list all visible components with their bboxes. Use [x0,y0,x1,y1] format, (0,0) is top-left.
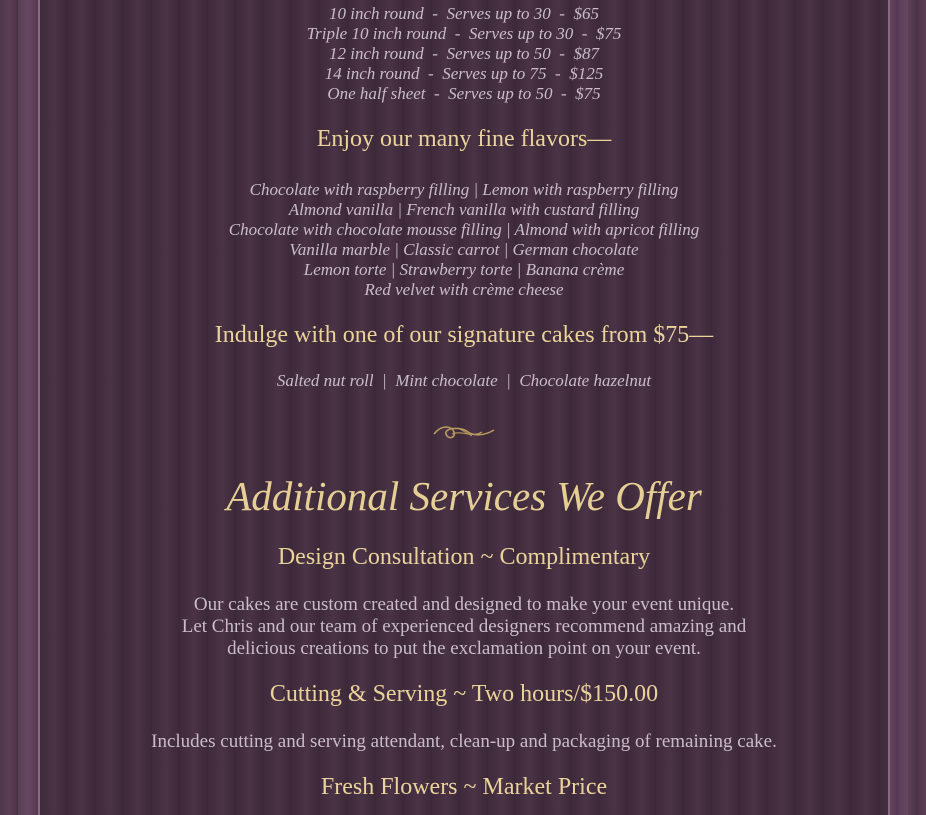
flavor-item: Lemon torte | Strawberry torte | Banana crème [303,260,625,279]
cake-size-list [40,4,888,104]
text-line: Let Chris and our team of experienced designers recommend amazing and [181,616,747,637]
size-item: 12 inch round - Serves up to 50 - $87 [329,44,599,63]
design-consultation-text [40,594,888,660]
flavor-item: Red velvet with crème cheese [364,280,564,299]
flourish-icon [432,418,496,446]
fresh-flowers-heading: Fresh Flowers ~ Market Price [320,774,608,800]
size-item: Triple 10 inch round - Serves up to 30 - $75 [306,24,622,43]
services-title: Additional Services We Offer [226,473,702,519]
flavor-item: Vanilla marble | Classic carrot | German chocolate [289,240,639,259]
flavor-item: Chocolate with raspberry filling | Lemon with raspberry filling [249,180,679,199]
flavor-list [40,180,888,300]
text-line: Our cakes are custom created and designed to make your event unique. [193,594,735,615]
signature-heading: Indulge with one of our signature cakes from $75— [214,322,714,348]
flavor-item: Chocolate with chocolate mousse filling | Almond with apricot filling [228,220,700,239]
size-item: One half sheet - Serves up to 50 - $75 [327,84,601,103]
cutting-serving-heading: Cutting & Serving ~ Two hours/$150.00 [269,681,659,707]
signature-cake-list: Salted nut roll | Mint chocolate | Chocolate hazelnut [276,371,652,390]
design-consultation-heading: Design Consultation ~ Complimentary [277,544,651,570]
flavor-item: Almond vanilla | French vanilla with custard filling [288,200,640,219]
text-line: delicious creations to put the exclamation point on your event. [227,638,701,659]
size-item: 10 inch round - Serves up to 30 - $65 [329,4,599,23]
cutting-serving-text: Includes cutting and serving attendant, clean-up and packaging of remaining cake. [151,731,777,752]
size-item: 14 inch round - Serves up to 75 - $125 [324,64,604,83]
flavors-heading: Enjoy our many fine flavors— [316,126,612,152]
content-panel [38,0,890,815]
